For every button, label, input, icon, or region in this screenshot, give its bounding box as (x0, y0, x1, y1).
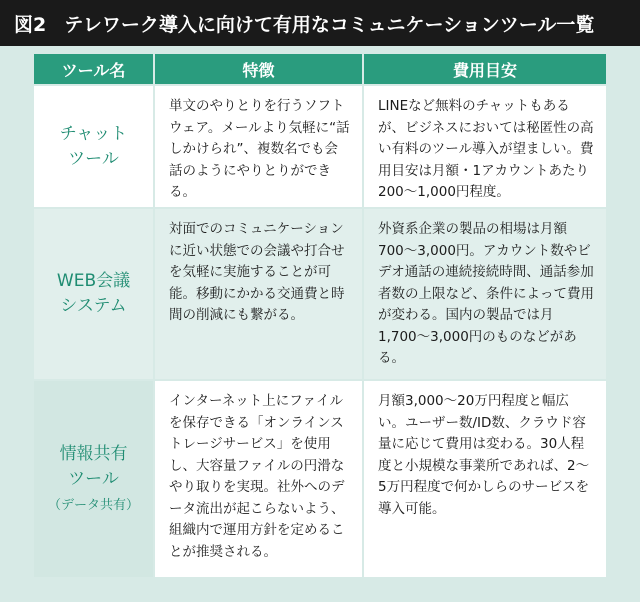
tool-name-line: WEB会議 (56, 271, 131, 291)
figure-label: 図2 (14, 13, 47, 36)
tool-name-sub: （データ共有） (47, 498, 139, 513)
tool-name-line: ツール (68, 469, 119, 489)
header-tool-name: ツール名 (34, 54, 153, 84)
tool-name-line: ツール (68, 148, 119, 169)
table-cell-feature: 単文のやりとりを行うソフトウェア。メールより気軽に“話しかけられ”、複数名でも会話のようにやりとりができる。 (155, 86, 362, 207)
header-cost: 費用目安 (364, 54, 606, 84)
figure-title (0, 0, 640, 46)
tool-name-line: 情報共有 (59, 444, 128, 464)
figure-title-text: テレワーク導入に向けて有用なコミュニケーションツール一覧 (64, 13, 595, 36)
table-cell-feature: インターネット上にファイルを保存できる「オンラインストレージサービス」を使用し、大容量ファイルの円滑なやり取りを実現。社外へのデータ流出が起こらないよう、組織内で運用方針を定めることが推奨される。 (155, 381, 362, 577)
table-cell-feature: 対面でのコミュニケーションに近い状態での会議や打合せを気軽に実施することが可能。移動にかかる交通費と時間の削減にも繋がる。 (155, 209, 362, 379)
header-features: 特徴 (155, 54, 362, 84)
table-row-tool-chat (34, 86, 153, 207)
table-cell-cost: 外資系企業の製品の相場は月額700〜3,000円。アカウント数やビデオ通話の連続接続時間、通話参加者数の上限など、条件によって費用が変わる。国内の製品では月1,700〜3,000円のものなどがある。 (364, 209, 606, 379)
tool-name-line: チャット (59, 123, 128, 144)
tool-name-line: システム (60, 296, 127, 316)
table-row-tool-info-sharing (34, 381, 153, 577)
table-cell-cost: 月額3,000〜20万円程度と幅広い。ユーザー数/ID数、クラウド容量に応じて費用は変わる。30人程度と小規模な事業所であれば、2〜5万円程度で何かしらのサービスを導入可能。 (364, 381, 606, 577)
table-cell-cost: LINEなど無料のチャットもあるが、ビジネスにおいては秘匿性の高い有料のツール導入が望ましい。費用目安は月額・1アカウントあたり200〜1,000円程度。 (364, 86, 606, 207)
table-row-tool-web-meeting (34, 209, 153, 379)
